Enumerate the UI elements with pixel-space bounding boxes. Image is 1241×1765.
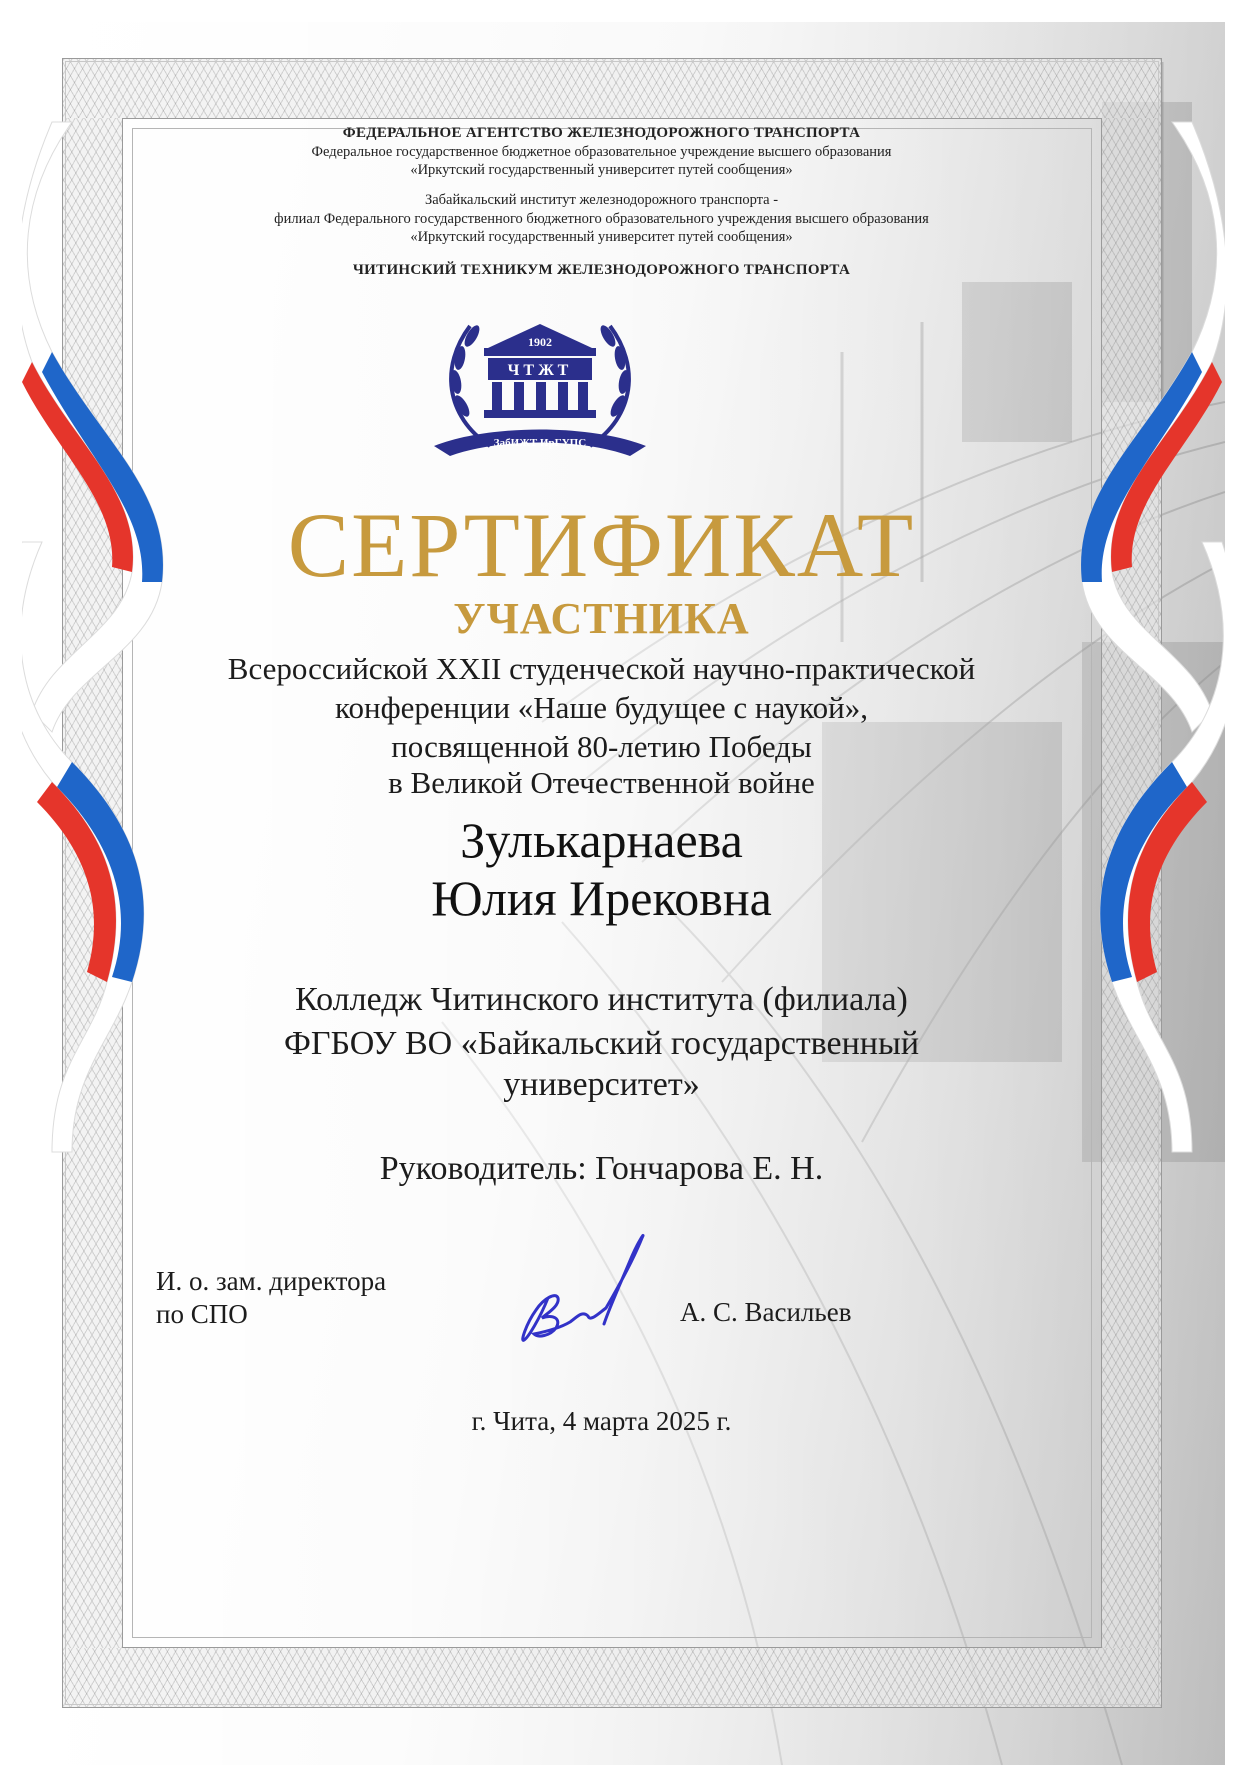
signatory-position-line-1: И. о. зам. директора (156, 1266, 387, 1296)
logo-ribbon-text: ЗабИЖТ ИрГУПС (493, 437, 587, 449)
certificate-title: СЕРТИФИКАТ (287, 494, 916, 596)
header-line-3: «Иркутский государственный университет путей сообщения» (410, 162, 793, 178)
header-line-6: «Иркутский государственный университет путей сообщения» (410, 229, 793, 245)
certificate-subtitle: УЧАСТНИКА (453, 594, 750, 643)
organization-line-1: Колледж Читинского института (филиала) (295, 981, 908, 1018)
logo-year: 1902 (528, 335, 552, 349)
signatory-position (156, 1265, 386, 1331)
header-line-4: Забайкальский институт железнодорожного транспорта - (424, 192, 779, 208)
event-line-3: посвященной 80-летию Победы (391, 729, 812, 764)
header-technikum: ЧИТИНСКИЙ ТЕХНИКУМ ЖЕЛЕЗНОДОРОЖНОГО ТРАНСПОРТА (352, 262, 851, 278)
organization-line-2: ФГБОУ ВО «Байкальский государственный (283, 1025, 920, 1062)
header-line-5: филиал Федерального государственного бюджетного образовательного учреждения высшего образования (274, 211, 929, 227)
place-date: г. Чита, 4 марта 2025 г. (471, 1406, 732, 1436)
header-line-2: Федеральное государственное бюджетное образовательное учреждение высшего образования (311, 144, 892, 160)
event-line-2: конференции «Наше будущее с наукой», (335, 690, 868, 725)
supervisor-line: Руководитель: Гончарова Е. Н. (379, 1150, 824, 1187)
signatory-position-line-2: по СПО (156, 1299, 248, 1329)
logo-letters: ЧТЖТ (507, 362, 573, 379)
organization-line-3: университет» (503, 1066, 700, 1103)
building-laurel-logo-icon (430, 296, 650, 472)
recipient-surname: Зулькарнаева (460, 812, 743, 868)
recipient-given-names: Юлия Ирековна (431, 870, 772, 926)
signatory-name: А. С. Васильев (680, 1297, 852, 1327)
event-line-1: Всероссийской XXII студенческой научно-практической (227, 651, 976, 686)
handwritten-signature-icon (510, 1228, 660, 1358)
event-line-4: в Великой Отечественной войне (388, 765, 815, 800)
header-agency: ФЕДЕРАЛЬНОЕ АГЕНТСТВО ЖЕЛЕЗНОДОРОЖНОГО ТРАНСПОРТА (342, 125, 861, 141)
